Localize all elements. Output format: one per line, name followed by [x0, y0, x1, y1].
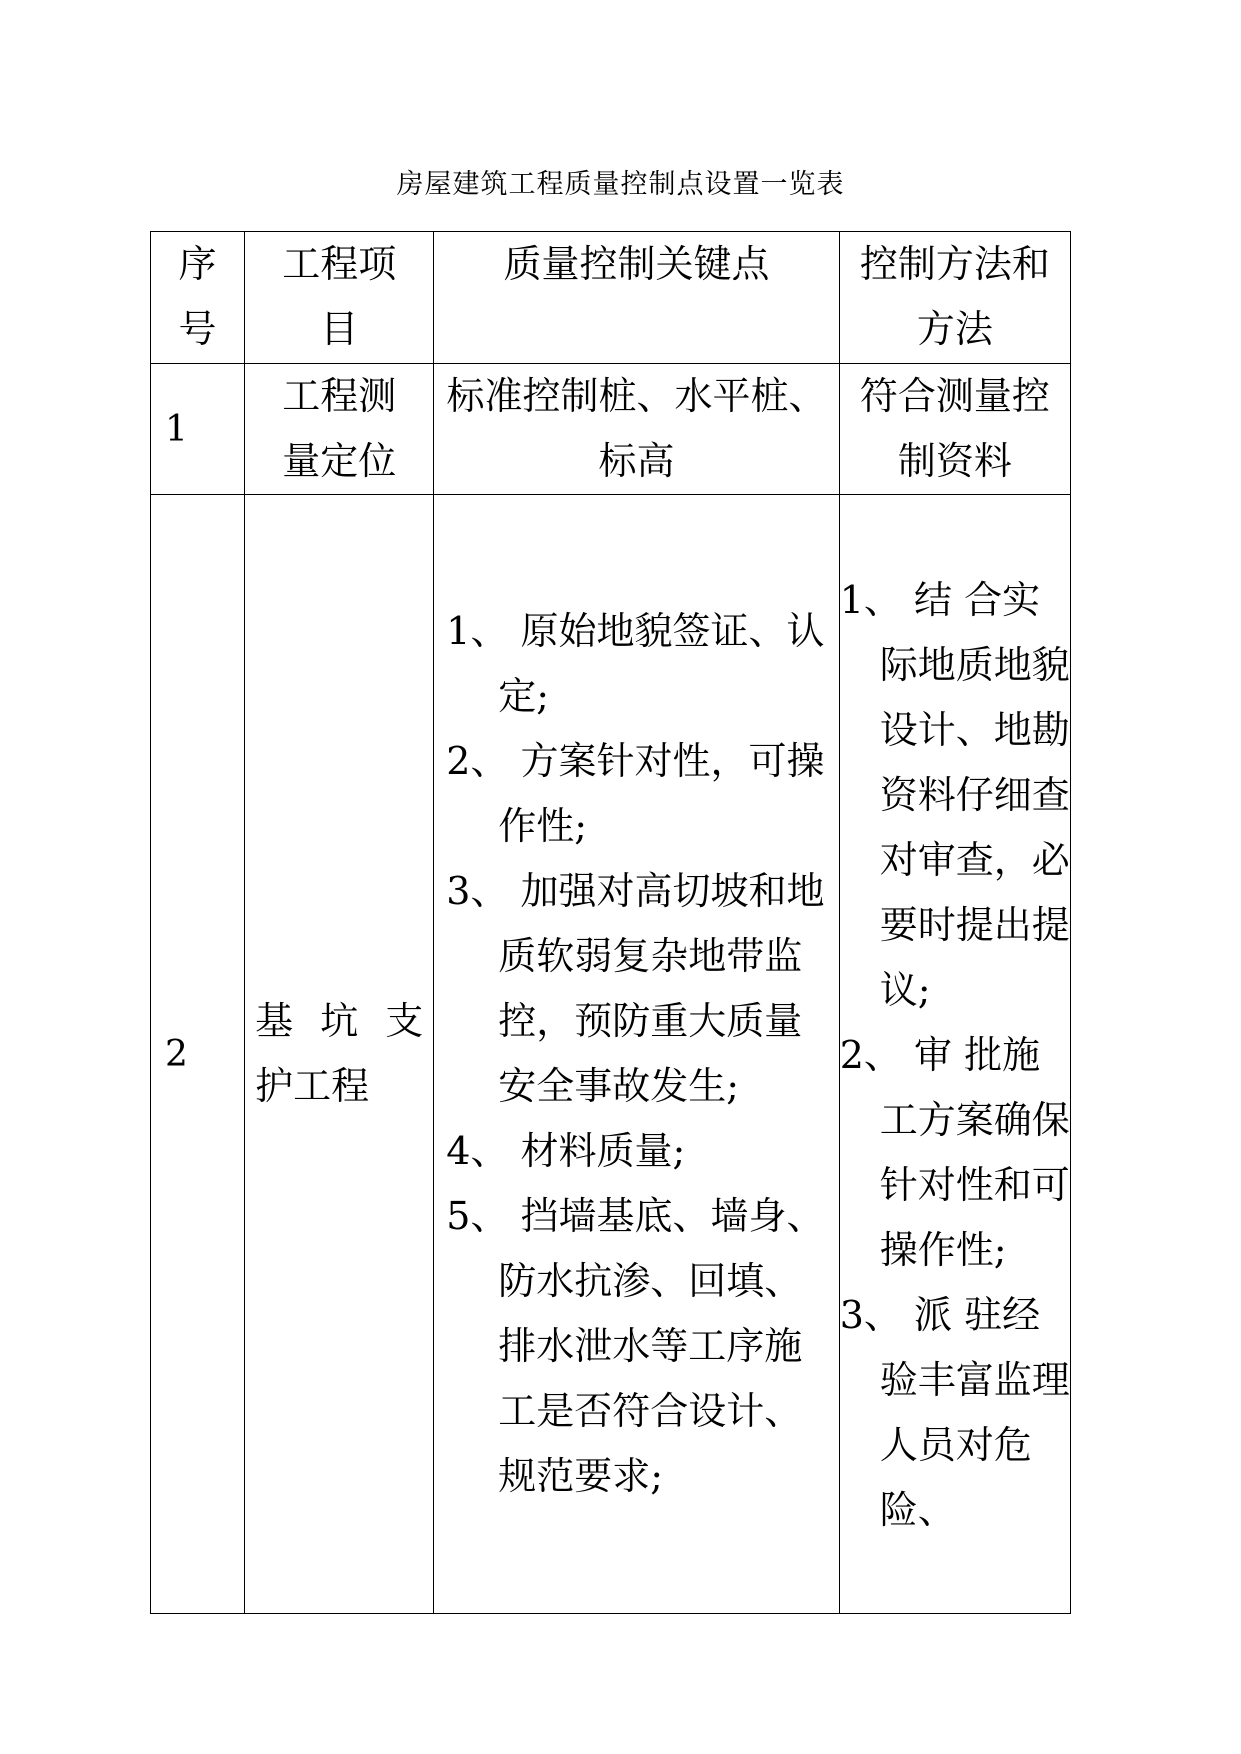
table-row — [151, 364, 1071, 495]
row1-key-points: 标准控制桩、水平桩、标高 — [434, 364, 839, 495]
list-item: 5、 挡墙基底、墙身、防水抗渗、回填、排水泄水等工序施工是否符合设计、规范要求; — [446, 1194, 825, 1498]
row1-seq: 1 — [151, 364, 245, 495]
header-key-points: 质量控制关键点 — [434, 232, 839, 364]
row2-method — [839, 495, 1070, 1614]
row2-item: 基 坑 支 护工程 — [245, 495, 434, 1614]
header-seq: 序号 — [151, 232, 245, 364]
list-item: 3、 派 驻经验丰富监理人员对危险、 — [839, 1292, 1070, 1532]
list-item: 1、 原始地貌签证、认定; — [446, 609, 825, 718]
list-item: 3、 加强对高切坡和地质软弱复杂地带监控，预防重大质量安全事故发生; — [446, 869, 825, 1108]
list-item: 4、 材料质量; — [446, 1129, 686, 1173]
list-item: 2、 方案针对性，可操作性; — [446, 739, 825, 848]
table-header-row — [151, 232, 1071, 364]
row1-method: 符合测量控制资料 — [839, 364, 1070, 495]
header-item: 工程项目 — [245, 232, 434, 364]
method-list — [840, 566, 1070, 1543]
quality-control-table — [150, 231, 1071, 1614]
key-points-list — [434, 599, 838, 1509]
header-method: 控制方法和方法 — [839, 232, 1070, 364]
document-title: 房屋建筑工程质量控制点设置一览表 — [396, 169, 845, 200]
list-item: 1、 结 合实际地质地貌设计、地勘资料仔细查对审查，必要时提出提议; — [839, 577, 1070, 1012]
list-item: 2、 审 批施工方案确保针对性和可操作性; — [839, 1032, 1070, 1272]
row1-item: 工程测量定位 — [245, 364, 434, 495]
table-row — [151, 495, 1071, 1614]
row2-seq: 2 — [151, 495, 245, 1614]
row2-key-points — [434, 495, 839, 1614]
